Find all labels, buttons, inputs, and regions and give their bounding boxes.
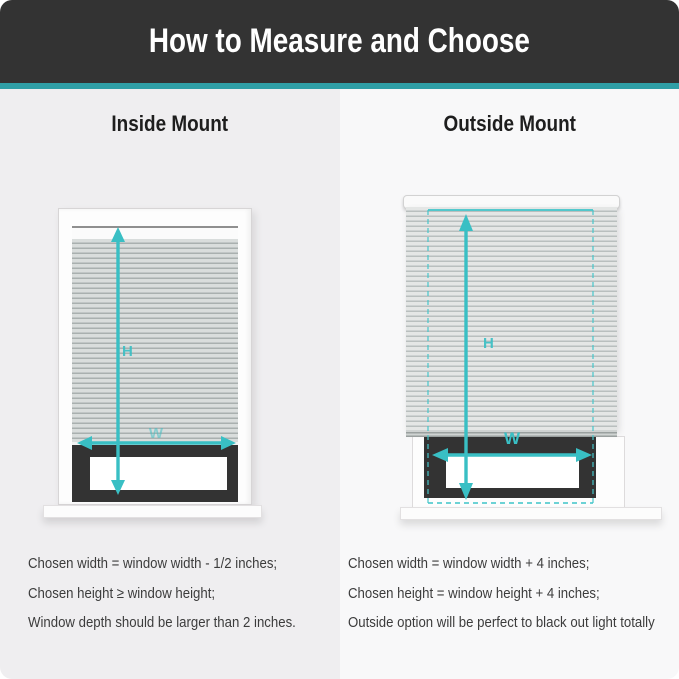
- inside-width-label: W: [148, 425, 164, 442]
- window-glass: [446, 456, 579, 488]
- window-sill: [400, 507, 662, 520]
- outside-height-label: H: [482, 335, 494, 352]
- panels-row: [0, 89, 679, 679]
- page-title: How to Measure and Choose: [148, 22, 531, 60]
- outside-mount-panel: [340, 89, 679, 679]
- shade-bottom-rail: [406, 430, 617, 437]
- inside-height-label: H: [122, 343, 133, 360]
- window-glass: [90, 457, 227, 490]
- window-opening: [72, 226, 238, 502]
- inside-mount-illustration: [43, 205, 262, 525]
- window-sill: [43, 505, 262, 518]
- inside-mount-panel: [0, 89, 340, 679]
- outside-width-label: W: [503, 429, 520, 448]
- cellular-shade: [406, 207, 617, 430]
- note-line: Chosen width = window width + 4 inches;: [347, 555, 589, 572]
- outside-mount-notes: [348, 549, 655, 638]
- window-frame: [412, 436, 625, 509]
- cellular-shade: [72, 239, 238, 445]
- outside-mount-title: Outside Mount: [443, 111, 576, 136]
- inside-mount-notes: [28, 549, 296, 638]
- window-lower-opening: [424, 437, 596, 498]
- note-line: Chosen width = window width - 1/2 inches;: [28, 555, 278, 572]
- window-lower-opening: [72, 445, 238, 502]
- note-line: Chosen height ≥ window height;: [28, 584, 216, 602]
- note-line: Window depth should be larger than 2 inches.: [28, 614, 296, 631]
- note-line: Chosen height = window height + 4 inches;: [347, 584, 600, 602]
- note-line: Outside option will be perfect to black out light totally: [347, 614, 655, 631]
- inside-mount-title: Inside Mount: [111, 111, 229, 136]
- header: [0, 0, 679, 83]
- outside-mount-illustration: [395, 192, 665, 522]
